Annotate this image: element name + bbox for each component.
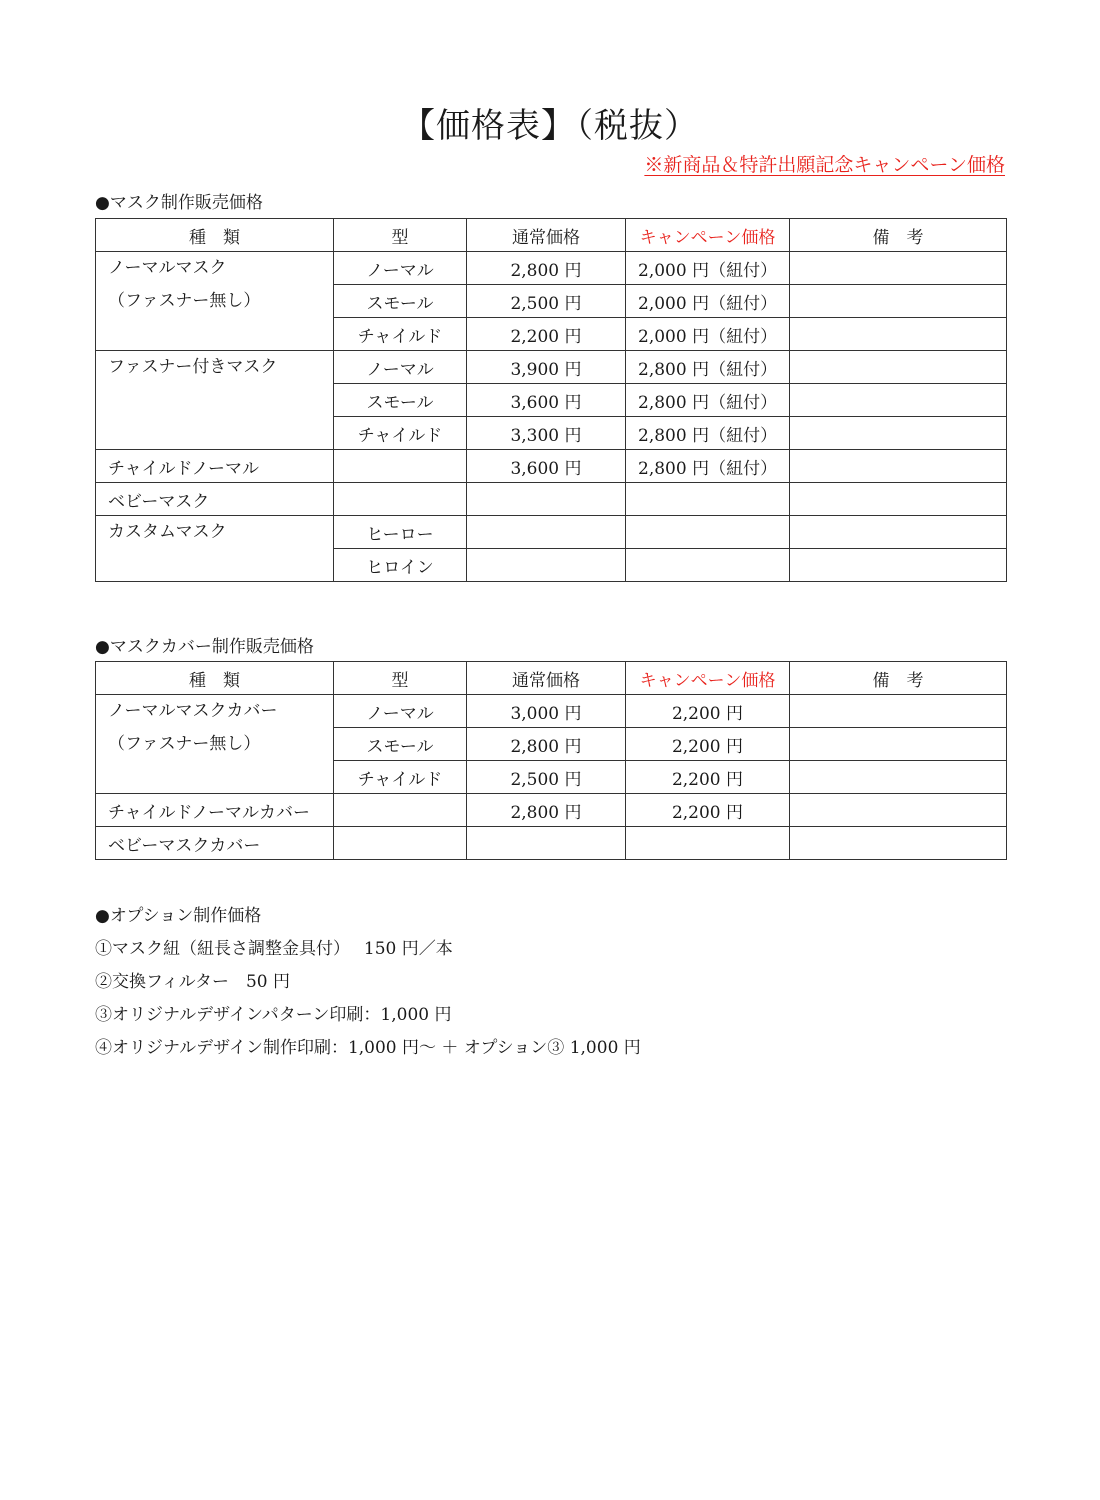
campaign-price-cell: 2,000 円（紐付） — [626, 285, 790, 318]
campaign-price-cell: 2,200 円 — [626, 695, 790, 728]
kind-label: ノーマルマスクカバー — [108, 701, 278, 721]
kind-label: （ファスナー無し） — [108, 291, 261, 311]
remarks-cell — [790, 483, 1007, 516]
header-row — [96, 219, 1007, 252]
type-cell — [334, 450, 467, 483]
option-item-4: ④オリジナルデザイン制作印刷：1,000 円〜 ＋ オプション③ 1,000 円 — [95, 1038, 641, 1058]
remarks-cell — [790, 827, 1007, 860]
header-kind: 種 類 — [96, 662, 334, 695]
type-cell: チャイルド — [334, 761, 467, 794]
kind-cell — [96, 516, 334, 582]
type-cell: ノーマル — [334, 695, 467, 728]
header-remarks: 備 考 — [790, 219, 1007, 252]
campaign-price-cell: 2,000 円（紐付） — [626, 318, 790, 351]
table-row — [96, 450, 1007, 483]
regular-price-cell: 2,500 円 — [467, 761, 626, 794]
remarks-cell — [790, 728, 1007, 761]
campaign-price-cell: 2,800 円（紐付） — [626, 450, 790, 483]
header-type: 型 — [334, 662, 467, 695]
regular-price-cell: 3,600 円 — [467, 384, 626, 417]
regular-price-cell — [467, 549, 626, 582]
table-row — [96, 695, 1007, 728]
kind-cell — [96, 351, 334, 450]
type-cell: ノーマル — [334, 351, 467, 384]
table-row — [96, 827, 1007, 860]
header-regular-price: 通常価格 — [467, 662, 626, 695]
regular-price-cell: 2,800 円 — [467, 794, 626, 827]
campaign-price-cell — [626, 549, 790, 582]
remarks-cell — [790, 318, 1007, 351]
campaign-price-cell — [626, 827, 790, 860]
remarks-cell — [790, 761, 1007, 794]
campaign-note: ※新商品＆特許出願記念キャンペーン価格 — [644, 154, 1005, 176]
regular-price-cell: 3,300 円 — [467, 417, 626, 450]
option-item-3: ③オリジナルデザインパターン印刷：1,000 円 — [95, 1005, 452, 1025]
cover-section-heading: ●マスクカバー制作販売価格 — [95, 637, 314, 657]
kind-label: （ファスナー無し） — [108, 734, 261, 754]
table-row — [96, 483, 1007, 516]
type-cell — [334, 827, 467, 860]
option-item-1: ①マスク紐（紐長さ調整金具付） 150 円／本 — [95, 939, 453, 959]
kind-label: ファスナー付きマスク — [108, 357, 278, 377]
table-row — [96, 252, 1007, 285]
type-cell: チャイルド — [334, 417, 467, 450]
mask-section-heading: ●マスク制作販売価格 — [95, 193, 263, 213]
type-cell: スモール — [334, 285, 467, 318]
campaign-price-cell — [626, 483, 790, 516]
type-cell: ヒーロー — [334, 516, 467, 549]
regular-price-cell: 2,500 円 — [467, 285, 626, 318]
campaign-price-cell: 2,800 円（紐付） — [626, 417, 790, 450]
regular-price-cell: 2,800 円 — [467, 252, 626, 285]
campaign-price-cell: 2,000 円（紐付） — [626, 252, 790, 285]
header-row — [96, 662, 1007, 695]
kind-cell — [96, 252, 334, 351]
options-heading: ●オプション制作価格 — [95, 906, 262, 926]
remarks-cell — [790, 384, 1007, 417]
header-campaign-price: キャンペーン価格 — [626, 662, 790, 695]
table-row — [96, 794, 1007, 827]
kind-label: カスタムマスク — [108, 522, 227, 542]
type-cell: ノーマル — [334, 252, 467, 285]
regular-price-cell: 3,000 円 — [467, 695, 626, 728]
page-title: 【価格表】（税抜） — [401, 106, 699, 146]
remarks-cell — [790, 549, 1007, 582]
remarks-cell — [790, 285, 1007, 318]
regular-price-cell: 2,800 円 — [467, 728, 626, 761]
kind-cell: ベビーマスクカバー — [96, 827, 334, 860]
option-item-2: ②交換フィルター 50 円 — [95, 972, 290, 992]
regular-price-cell: 3,900 円 — [467, 351, 626, 384]
remarks-cell — [790, 252, 1007, 285]
kind-cell — [96, 695, 334, 794]
remarks-cell — [790, 695, 1007, 728]
type-cell — [334, 794, 467, 827]
kind-cell: チャイルドノーマルカバー — [96, 794, 334, 827]
table-row — [96, 351, 1007, 384]
regular-price-cell — [467, 516, 626, 549]
kind-cell: チャイルドノーマル — [96, 450, 334, 483]
type-cell: スモール — [334, 728, 467, 761]
header-remarks: 備 考 — [790, 662, 1007, 695]
campaign-price-cell: 2,800 円（紐付） — [626, 384, 790, 417]
remarks-cell — [790, 450, 1007, 483]
campaign-price-cell: 2,200 円 — [626, 794, 790, 827]
header-kind: 種 類 — [96, 219, 334, 252]
regular-price-cell: 2,200 円 — [467, 318, 626, 351]
kind-cell: ベビーマスク — [96, 483, 334, 516]
type-cell — [334, 483, 467, 516]
cover-price-table — [95, 661, 1007, 860]
regular-price-cell: 3,600 円 — [467, 450, 626, 483]
remarks-cell — [790, 417, 1007, 450]
header-campaign-price: キャンペーン価格 — [626, 219, 790, 252]
options-section — [95, 902, 641, 1067]
header-type: 型 — [334, 219, 467, 252]
kind-label: ノーマルマスク — [108, 258, 227, 278]
remarks-cell — [790, 794, 1007, 827]
mask-price-table — [95, 218, 1007, 582]
regular-price-cell — [467, 483, 626, 516]
header-regular-price: 通常価格 — [467, 219, 626, 252]
campaign-price-cell: 2,800 円（紐付） — [626, 351, 790, 384]
campaign-price-cell: 2,200 円 — [626, 761, 790, 794]
campaign-price-cell: 2,200 円 — [626, 728, 790, 761]
type-cell: ヒロイン — [334, 549, 467, 582]
remarks-cell — [790, 516, 1007, 549]
campaign-price-cell — [626, 516, 790, 549]
regular-price-cell — [467, 827, 626, 860]
table-row — [96, 516, 1007, 549]
type-cell: スモール — [334, 384, 467, 417]
remarks-cell — [790, 351, 1007, 384]
type-cell: チャイルド — [334, 318, 467, 351]
